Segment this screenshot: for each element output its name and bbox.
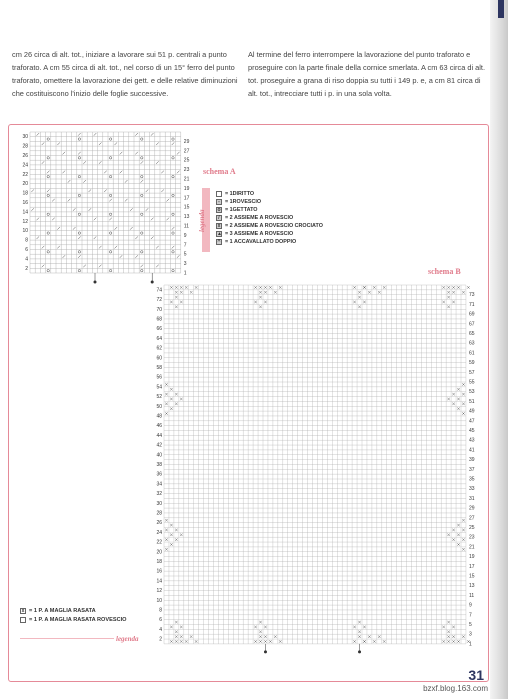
schema-b-row-label: 25	[468, 525, 475, 531]
legend-a-label: = 1DIRITTO	[225, 191, 255, 197]
schema-b-row-label: 16	[156, 568, 162, 575]
schema-a-row-label: 7	[183, 242, 187, 249]
schema-a-row-label: 30	[22, 134, 28, 141]
schema-b-row-label: 67	[468, 321, 475, 328]
intro-text-right: Al termine del ferro interrompere la lavorazione del punto traforato e proseguire con la parte finale della cornice smerlata. A cm 63 circa di alt. tot. proseguire a grana di riso doppia su tutti i 149 p. e, a cm 81 circa di alt. tot., intrecciare tutti i p. in una sola volta.	[248, 50, 486, 98]
schema-b-grid	[148, 282, 486, 660]
schema-b-row-label: 28	[156, 510, 162, 517]
schema-a-row-label: 23	[183, 167, 190, 174]
schema-a-row-label: 25	[183, 157, 190, 164]
stitch-symbol-icon: x	[217, 223, 221, 229]
schema-a-row-label: 14	[22, 209, 28, 216]
schema-b-row-label: 38	[156, 461, 162, 468]
legend-a-item	[216, 238, 323, 246]
schema-b-row-label: 60	[156, 355, 162, 362]
schema-b-row-label: 1	[468, 641, 472, 648]
schema-b-row-label: 64	[156, 335, 162, 342]
schema-b-row-label: 44	[156, 432, 162, 439]
legend-b-bar	[20, 638, 114, 639]
schema-b-row-label: 47	[468, 418, 475, 425]
schema-a-row-label: 17	[183, 195, 190, 202]
schema-a-row-label: 3	[183, 261, 187, 268]
schema-b-row-label: 11	[468, 592, 475, 599]
schema-a-row-label: 22	[22, 171, 28, 178]
schema-b-row-label: 68	[156, 316, 162, 323]
schema-b-row-label: 13	[468, 583, 475, 590]
schema-b-row-label: 32	[156, 491, 162, 498]
schema-b-title: schema B	[428, 267, 461, 276]
schema-a-row-label: 26	[22, 153, 28, 159]
schema-b-row-label: 55	[468, 379, 475, 386]
schema-a-row-label: 27	[183, 148, 190, 155]
schema-b-row-label: 74	[156, 287, 162, 294]
schema-a-row-label: 8	[25, 237, 28, 244]
schema-b-row-label: 27	[468, 515, 475, 522]
stitch-symbol-icon: -	[216, 199, 222, 205]
schema-b-row-label: 29	[468, 505, 475, 512]
schema-a-row-label: 4	[25, 256, 28, 263]
schema-a-row-label: 29	[183, 138, 190, 145]
schema-b-row-label: 73	[468, 292, 475, 299]
schema-b-row-label: 7	[468, 612, 472, 619]
schema-a-row-label: 12	[22, 218, 28, 225]
footer-url: bzxf.blog.163.com	[423, 684, 488, 693]
schema-a-row-label: 10	[22, 228, 28, 235]
stitch-symbol-icon	[216, 191, 222, 197]
schema-b-row-label: 39	[468, 457, 475, 464]
schema-b-row-label: 40	[156, 452, 162, 459]
schema-b-row-label: 35	[468, 476, 475, 483]
legend-a-title: legenda	[198, 209, 206, 232]
legend-a-label: = 1GETTATO	[225, 207, 258, 213]
legend-a-item	[216, 214, 323, 222]
schema-b-row-label: 4	[159, 626, 162, 633]
schema-b-row-label: 43	[468, 437, 475, 444]
schema-b-row-label: 23	[468, 534, 475, 541]
schema-b-row-label: 48	[156, 413, 162, 420]
schema-a-row-label: 28	[22, 143, 28, 150]
schema-b-row-label: 70	[156, 306, 162, 313]
schema-b-row-label: 3	[468, 631, 472, 638]
stitch-symbol-icon: ^	[217, 239, 221, 245]
repeat-marker-dot	[264, 650, 267, 653]
schema-a-row-label: 2	[25, 265, 28, 272]
schema-b-row-label: 72	[156, 297, 162, 304]
schema-b-row-label: 30	[156, 500, 162, 507]
legend-a-item	[216, 190, 323, 198]
schema-b-row-label: 50	[156, 403, 162, 410]
schema-b-row-label: 14	[156, 578, 162, 585]
stitch-symbol-icon: /	[216, 215, 222, 221]
legend-a-item	[216, 198, 323, 206]
legend-a	[216, 190, 323, 246]
schema-a-row-label: 11	[183, 223, 190, 230]
schema-b-row-label: 18	[156, 558, 162, 565]
schema-a-cells	[30, 132, 181, 273]
schema-b-row-label: 51	[468, 398, 475, 405]
schema-a-grid	[14, 128, 198, 288]
stitch-symbol-icon: x	[21, 607, 25, 614]
legend-a-label: = 2 ASSIEME A ROVESCIO CROCIATO	[225, 223, 323, 229]
schema-b-row-label: 57	[468, 369, 475, 376]
legend-b-label: = 1 P. A MAGLIA RASATA ROVESCIO	[29, 616, 127, 623]
schema-b-row-label: 10	[156, 597, 162, 604]
schema-b-row-label: 37	[468, 466, 475, 473]
schema-b-row-label: 22	[156, 539, 162, 546]
schema-b-cells	[164, 285, 466, 644]
legend-a-item	[216, 206, 323, 214]
legend-b-item	[20, 606, 127, 615]
schema-b-row-label: 12	[156, 588, 162, 595]
schema-b-row-label: 19	[468, 554, 475, 561]
schema-b-row-label: 36	[156, 471, 162, 478]
legend-a-item	[216, 230, 323, 238]
schema-b-row-label: 5	[468, 622, 472, 628]
stitch-symbol-icon: o	[217, 207, 221, 213]
schema-b-row-label: 34	[156, 481, 162, 488]
schema-a-row-label: 1	[183, 270, 187, 277]
schema-a-row-label: 18	[22, 190, 28, 197]
schema-b-row-label: 31	[468, 495, 475, 502]
schema-b-row-label: 52	[156, 394, 162, 401]
schema-b-row-label: 2	[159, 636, 162, 643]
legend-b-title: legenda	[116, 635, 139, 643]
spine-mark	[498, 0, 504, 18]
stitch-symbol-icon	[20, 617, 26, 623]
stitch-symbol-icon: ▲	[217, 231, 222, 237]
schema-b-row-label: 33	[468, 486, 475, 493]
legend-a-label: = 1ROVESCIO	[225, 199, 262, 205]
schema-b-row-label: 53	[468, 389, 475, 396]
schema-b-row-label: 58	[156, 364, 162, 371]
schema-b-row-label: 24	[156, 529, 162, 536]
schema-b-row-label: 65	[468, 331, 475, 337]
schema-a-row-label: 21	[183, 176, 190, 183]
schema-b-row-label: 49	[468, 408, 475, 415]
schema-a-row-label: 6	[25, 247, 28, 253]
schema-b-row-label: 17	[468, 563, 475, 570]
schema-b-row-label: 21	[468, 544, 475, 551]
schema-b-row-label: 61	[468, 350, 475, 357]
schema-b-row-label: 42	[156, 442, 162, 449]
schema-b-row-label: 56	[156, 374, 162, 381]
schema-b-row-label: 26	[156, 520, 162, 527]
legend-b	[20, 606, 127, 624]
schema-a-row-label: 13	[183, 214, 190, 221]
legend-a-label: = 1 ACCAVALLATO DOPPIO	[225, 239, 297, 245]
schema-b-row-label: 71	[468, 301, 475, 308]
schema-a-title: schema A	[203, 167, 236, 176]
legend-b-item	[20, 615, 127, 624]
schema-a-row-label: 24	[22, 162, 28, 169]
repeat-marker-dot	[94, 281, 97, 284]
schema-a-row-label: 15	[183, 204, 190, 211]
schema-a-row-label: 20	[22, 181, 28, 188]
schema-b-row-label: 54	[156, 384, 162, 391]
page-spine	[490, 0, 508, 699]
schema-b-row-label: 69	[468, 311, 475, 318]
legend-b-label: = 1 P. A MAGLIA RASATA	[29, 607, 96, 614]
schema-b-row-label: 63	[468, 340, 475, 347]
schema-a-row-label: 19	[183, 185, 190, 192]
legend-a-item	[216, 222, 323, 230]
schema-b-row-label: 66	[156, 326, 162, 333]
legend-a-label: = 3 ASSIEME A ROVESCIO	[225, 231, 294, 237]
schema-b-row-label: 62	[156, 345, 162, 352]
schema-b-row-label: 6	[159, 617, 162, 624]
schema-b-row-label: 45	[468, 428, 475, 434]
schema-b-row-label: 8	[159, 607, 162, 614]
repeat-marker-dot	[358, 650, 361, 653]
schema-a-row-label: 9	[183, 232, 187, 239]
page-number: 31	[468, 667, 484, 683]
schema-b-row-label: 41	[468, 447, 475, 454]
schema-a-row-label: 5	[183, 251, 187, 258]
legend-a-label: = 2 ASSIEME A ROVESCIO	[225, 215, 294, 221]
schema-a-row-label: 16	[22, 200, 28, 206]
schema-b-row-label: 20	[156, 549, 162, 556]
schema-b-row-label: 59	[468, 360, 475, 367]
schema-b-row-label: 9	[468, 602, 472, 609]
schema-b-row-label: 46	[156, 423, 162, 430]
intro-text-left: cm 26 circa di alt. tot., iniziare a lavorare sui 51 p. centrali a punto traforato. A cm 55 circa di alt. tot., nel corso di un 15° ferro del punto traforato, omettere la lavorazione dei gett. e delle relative diminuzioni che costituiscono l'inizio delle foglie successive.	[12, 50, 238, 98]
schema-b-row-label: 15	[468, 573, 475, 580]
